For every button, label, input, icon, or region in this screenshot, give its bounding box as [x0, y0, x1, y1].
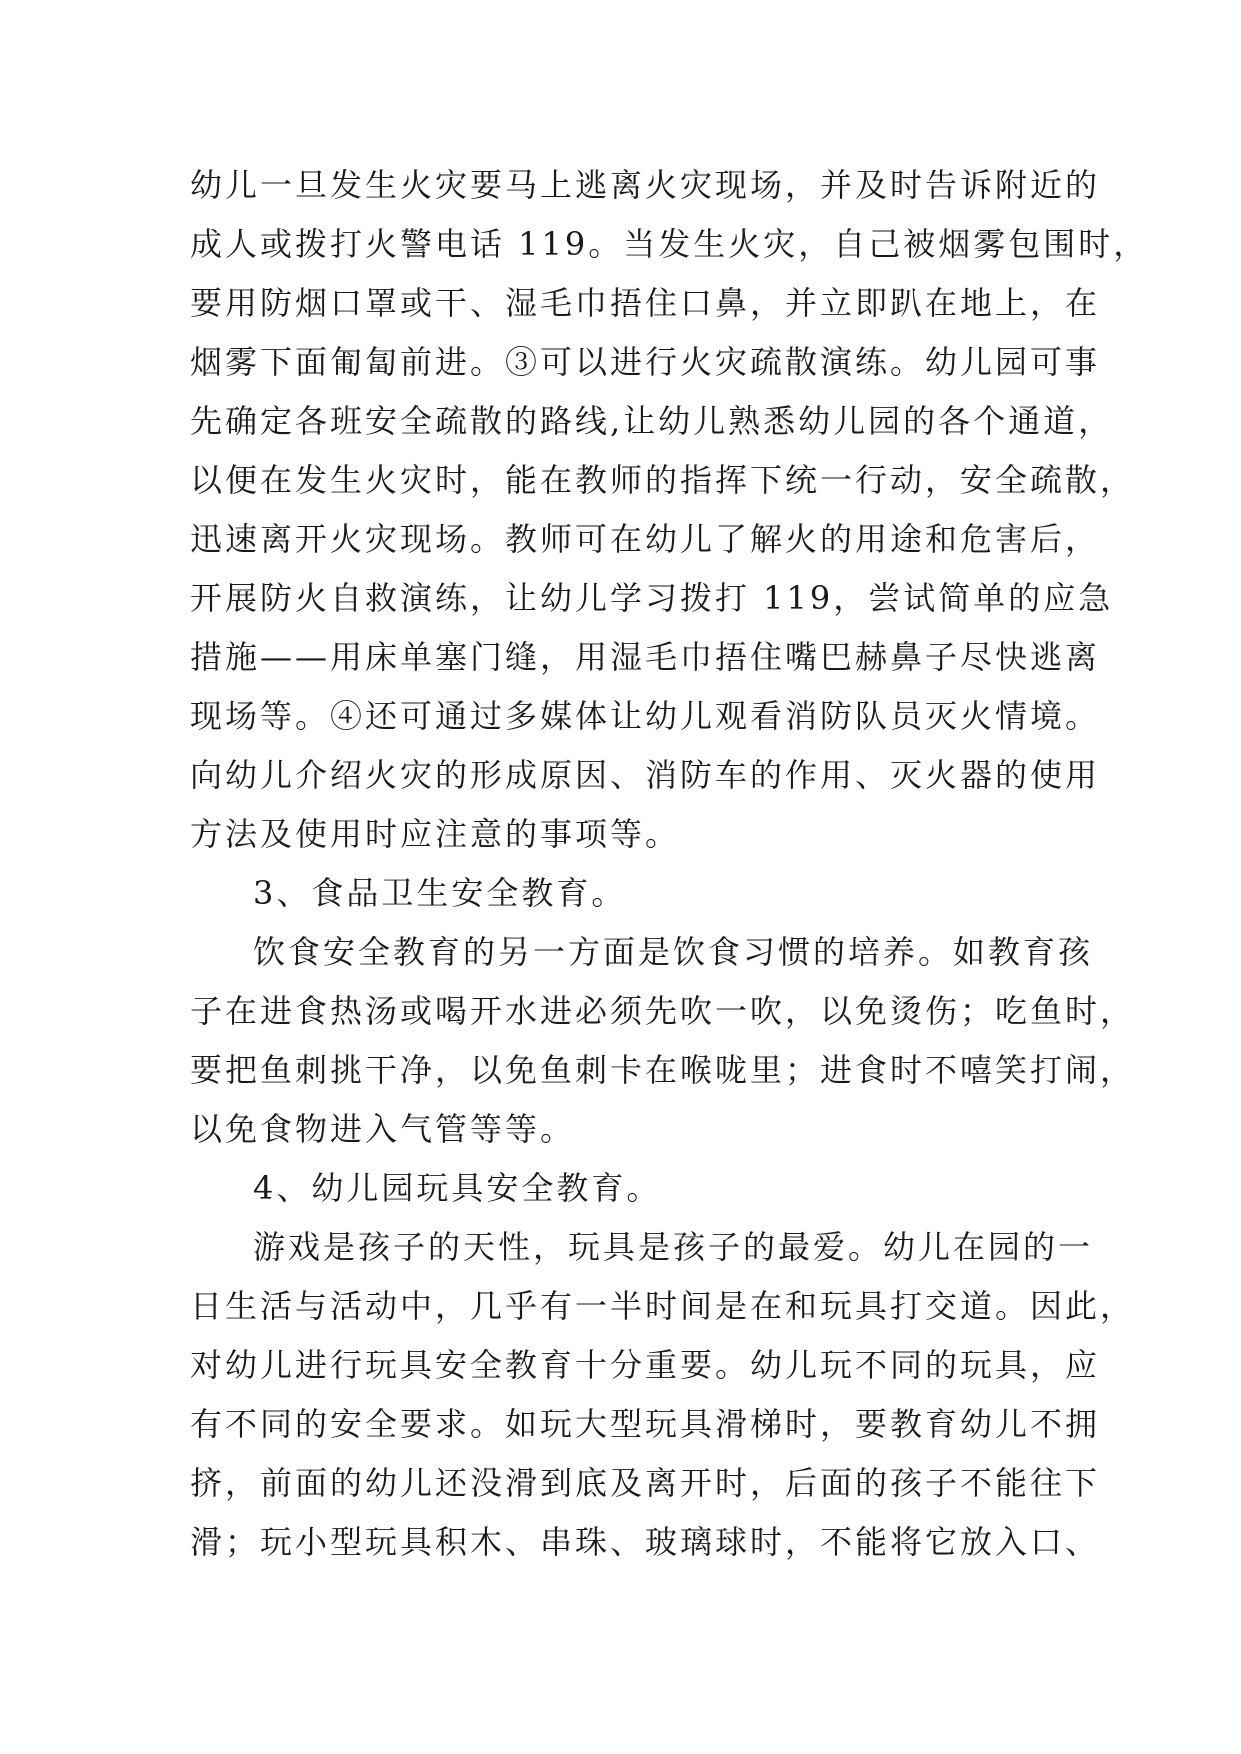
text-line: 以便在发生火灾时，能在教师的指挥下统一行动，安全疏散，: [190, 461, 1136, 499]
text-line: 先确定各班安全疏散的路线,让幼儿熟悉幼儿园的各个通道，: [190, 402, 1114, 440]
text-line: 有不同的安全要求。如玩大型玩具滑梯时，要教育幼儿不拥: [190, 1405, 1101, 1443]
section-heading: 4、幼儿园玩具安全教育。: [253, 1169, 662, 1207]
text-line: 要用防烟口罩或干、湿毛巾捂住口鼻，并立即趴在地上，在: [190, 284, 1101, 322]
text-line: 对幼儿进行玩具安全教育十分重要。幼儿玩不同的玩具，应: [190, 1346, 1101, 1384]
text-line: 成人或拨打火警电话 119。当发生火灾，自己被烟雾包围时，: [190, 225, 1149, 263]
text-line: 现场等。④还可通过多媒体让幼儿观看消防队员灭火情境。: [190, 697, 1101, 735]
text-line: 以免食物进入气管等等。: [190, 1110, 576, 1148]
text-line: 日生活与活动中，几乎有一半时间是在和玩具打交道。因此，: [190, 1287, 1136, 1325]
text-line: 饮食安全教育的另一方面是饮食习惯的培养。如教育孩: [253, 933, 1094, 971]
text-line: 开展防火自救演练，让幼儿学习拨打 119，尝试简单的应急: [190, 579, 1114, 617]
text-line: 措施——用床单塞门缝，用湿毛巾捂住嘴巴赫鼻子尽快逃离: [190, 638, 1101, 676]
text-line: 要把鱼刺挑干净，以免鱼刺卡在喉咙里；进食时不嘻笑打闹，: [190, 1051, 1136, 1089]
text-line: 向幼儿介绍火灾的形成原因、消防车的作用、灭火器的使用: [190, 756, 1101, 794]
text-line: 挤，前面的幼儿还没滑到底及离开时，后面的孩子不能往下: [190, 1464, 1101, 1502]
text-line: 迅速离开火灾现场。教师可在幼儿了解火的用途和危害后，: [190, 520, 1101, 558]
text-line: 子在进食热汤或喝开水进必须先吹一吹，以免烫伤；吃鱼时，: [190, 992, 1136, 1030]
text-line: 烟雾下面匍匐前进。③可以进行火灾疏散演练。幼儿园可事: [190, 343, 1101, 381]
text-line: 滑；玩小型玩具积木、串珠、玻璃球时，不能将它放入口、: [190, 1523, 1101, 1561]
text-line: 幼儿一旦发生火灾要马上逃离火灾现场，并及时告诉附近的: [190, 166, 1101, 204]
text-line: 方法及使用时应注意的事项等。: [190, 815, 681, 853]
text-line: 游戏是孩子的天性，玩具是孩子的最爱。幼儿在园的一: [253, 1228, 1094, 1266]
section-heading: 3、食品卫生安全教育。: [253, 874, 627, 912]
